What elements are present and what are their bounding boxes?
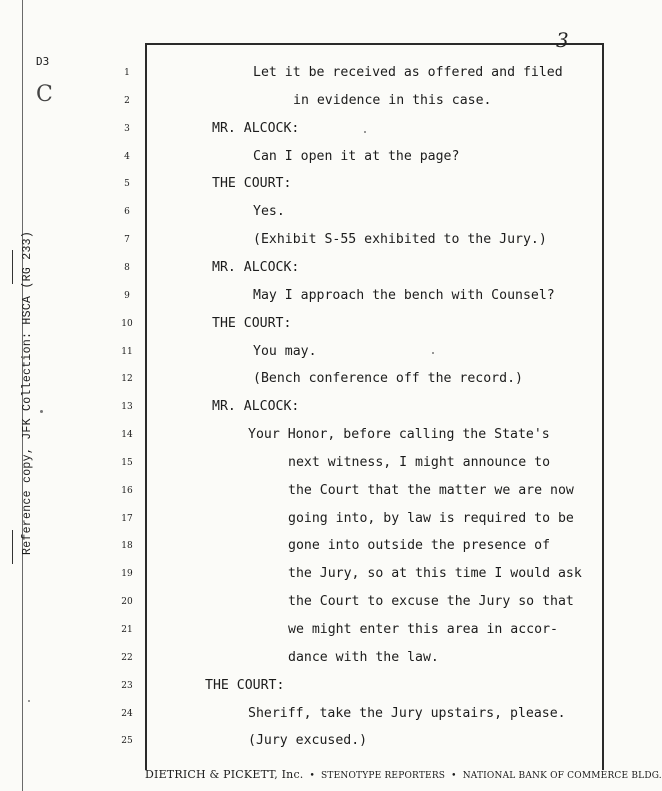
frame-top-border <box>145 43 604 45</box>
transcript-line: Your Honor, before calling the State's <box>248 427 550 443</box>
line-number: 3 <box>124 123 130 134</box>
page-number: 3 <box>556 28 569 52</box>
line-number: 23 <box>121 680 133 691</box>
line-number: 10 <box>121 318 133 329</box>
reporter-footer: DIETRICH & PICKETT, Inc. • STENOTYPE REPORTERS • NATIONAL BANK OF COMMERCE BLDG. <box>145 768 662 781</box>
transcript-line: (Exhibit S-55 exhibited to the Jury.) <box>253 232 547 248</box>
line-number: 11 <box>121 346 133 357</box>
transcript-line: Let it be received as offered and filed <box>253 65 563 80</box>
handwritten-mark: C <box>36 82 53 107</box>
frame-right-border <box>602 43 604 770</box>
reporter-address: NATIONAL BANK OF COMMERCE BLDG. <box>462 771 662 781</box>
transcript-line: the Court to excuse the Jury so that <box>288 594 574 610</box>
margin-tick <box>12 530 13 564</box>
transcript-line: May I approach the bench with Counsel? <box>253 287 555 303</box>
transcript-line: gone into outside the presence of <box>288 538 551 554</box>
line-number: 19 <box>121 569 133 580</box>
line-number: 9 <box>124 290 130 301</box>
transcript-line: THE COURT: <box>212 176 292 192</box>
transcript-line: Sheriff, take the Jury upstairs, please. <box>248 705 566 721</box>
line-number: 24 <box>121 708 133 719</box>
line-number: 25 <box>121 736 133 747</box>
reporter-firm: DIETRICH & PICKETT, Inc. <box>145 768 304 781</box>
line-number: 5 <box>124 179 130 190</box>
transcript-line: MR. ALCOCK: <box>212 120 300 136</box>
line-number: 2 <box>124 95 130 106</box>
line-number: 14 <box>121 430 133 441</box>
scan-speck <box>432 352 434 354</box>
transcript-line: You may. <box>253 343 317 359</box>
line-number: 21 <box>121 625 133 635</box>
transcript-line: we might enter this area in accor- <box>288 622 558 637</box>
line-number: 20 <box>121 597 133 608</box>
transcript-line: THE COURT: <box>205 677 285 693</box>
transcript-line: Can I open it at the page? <box>253 148 460 164</box>
line-number: 6 <box>124 207 130 218</box>
scan-speck <box>364 131 366 133</box>
line-number: 22 <box>121 652 133 663</box>
transcript-line: the Jury, so at this time I would ask <box>288 566 582 582</box>
line-number: 7 <box>124 235 130 246</box>
line-number: 4 <box>124 151 130 162</box>
reporter-service: STENOTYPE REPORTERS <box>321 771 446 781</box>
transcript-line: (Bench conference off the record.) <box>253 371 523 387</box>
transcript-line: (Jury excused.) <box>248 733 368 749</box>
line-number: 15 <box>121 457 133 468</box>
transcript-line: next witness, I might announce to <box>288 454 551 470</box>
line-number: 8 <box>124 262 130 273</box>
line-number: 13 <box>121 402 133 413</box>
line-number: 17 <box>121 513 133 524</box>
scan-speck <box>40 410 43 413</box>
transcript-line: THE COURT: <box>212 315 292 331</box>
line-number: 12 <box>121 374 133 385</box>
line-number: 18 <box>121 541 133 552</box>
transcript-line: dance with the law. <box>288 649 439 665</box>
transcript-line: in evidence in this case. <box>293 92 492 108</box>
line-number: 16 <box>121 485 133 496</box>
transcript-line: MR. ALCOCK: <box>212 399 300 415</box>
frame-left-border <box>145 43 147 770</box>
transcript-line: Yes. <box>253 204 285 220</box>
transcript-line: going into, by law is required to be <box>288 510 574 526</box>
margin-tick <box>12 250 13 284</box>
archive-reference-note: Reference copy, JFK Collection: HSCA (RG 233) <box>21 230 34 555</box>
transcript-line: MR. ALCOCK: <box>212 259 300 275</box>
scan-speck <box>28 700 30 702</box>
line-number: 1 <box>124 68 130 78</box>
transcript-line: the Court that the matter we are now <box>288 482 574 498</box>
document-id: D3 <box>36 55 50 68</box>
